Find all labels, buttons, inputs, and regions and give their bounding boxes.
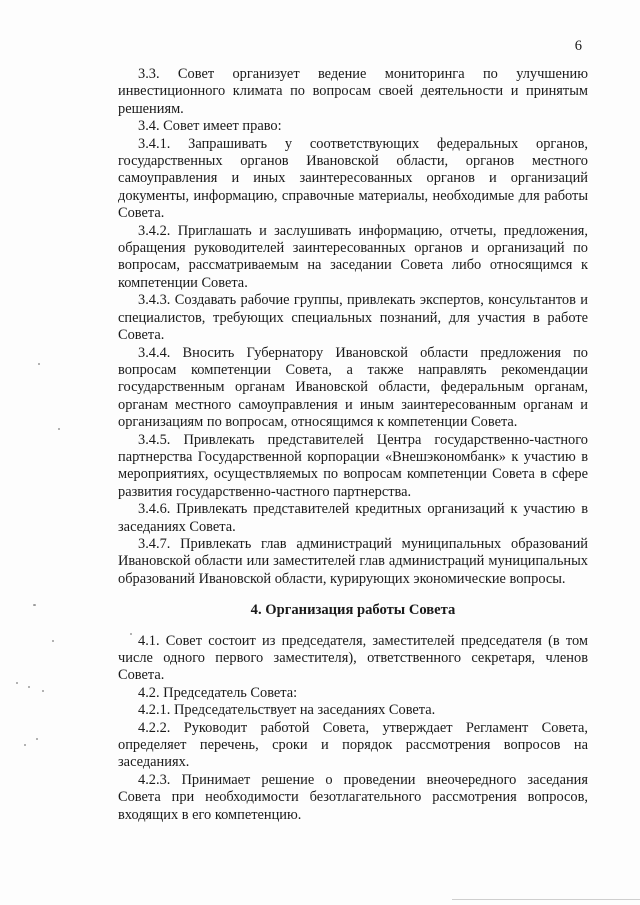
paragraph-text: 3.4.3. Создавать рабочие группы, привлекать экспертов, консультантов и специалистов, требующих специальных познаний, для участия в работе Совета. bbox=[118, 292, 588, 344]
paragraph-text: 3.4.2. Приглашать и заслушивать информацию, отчеты, предложения, обращения руководителей заинтересованных органов и организаций по вопросам, рассматриваемым на заседании Совета либо относящимся к компетенции Совета. bbox=[118, 222, 588, 291]
paragraph-3-4-3 bbox=[118, 292, 588, 344]
paragraph-text: 3.4.7. Привлекать глав администраций муниципальных образований Ивановской области или заместителей глав администраций муниципальных образований Ивановской области, курирующих экономические вопросы. bbox=[118, 535, 588, 587]
paragraph-text: 3.4.1. Запрашивать у соответствующих федеральных органов, государственных органов Ивановской области, органов местного самоуправления и иных заинтересованных органов и организаций документы, информацию, справочные материалы, необходимые для работы Совета. bbox=[118, 135, 588, 222]
scan-speck bbox=[33, 604, 36, 606]
document-body bbox=[118, 66, 588, 824]
paragraph-text: 3.3. Совет организует ведение мониторинга по улучшению инвестиционного климата по вопросам своей деятельности и принятым решениям. bbox=[118, 66, 588, 117]
paragraph-text: 3.4. Совет имеет право: bbox=[138, 118, 282, 135]
paragraph-text: 4.1. Совет состоит из председателя, заместителей председателя (в том числе одного первого заместителя), ответственного секретаря, членов Совета. bbox=[118, 632, 588, 684]
paragraph-4-1 bbox=[118, 633, 588, 685]
scan-speck bbox=[42, 690, 44, 692]
paragraph-3-4-4 bbox=[118, 345, 588, 432]
paragraph-3-4-2 bbox=[118, 223, 588, 293]
scan-speck bbox=[38, 363, 40, 365]
paragraph-3-4-1 bbox=[118, 136, 588, 223]
page-number: 6 bbox=[574, 38, 582, 54]
scan-speck bbox=[16, 682, 18, 684]
paragraph-text: 4.2.2. Руководит работой Совета, утверждает Регламент Совета, определяет перечень, сроки и порядок рассмотрения вопросов на заседаниях. bbox=[118, 719, 588, 771]
scan-speck bbox=[28, 686, 30, 688]
paragraph-4-2-1 bbox=[118, 702, 588, 719]
page-edge-line bbox=[452, 899, 640, 900]
paragraph-3-3 bbox=[118, 66, 588, 118]
scan-speck bbox=[24, 744, 26, 746]
scan-speck bbox=[58, 428, 60, 430]
paragraph-3-4-7 bbox=[118, 536, 588, 588]
paragraph-3-4-5 bbox=[118, 432, 588, 502]
paragraph-4-2-2 bbox=[118, 720, 588, 772]
paragraph-3-4 bbox=[118, 118, 588, 135]
paragraph-text: 3.4.6. Привлекать представителей кредитных организаций к участию в заседаниях Совета. bbox=[118, 501, 588, 535]
scan-speck bbox=[52, 640, 54, 642]
scan-speck bbox=[130, 633, 132, 635]
paragraph-3-4-6 bbox=[118, 501, 588, 536]
paragraph-text: 3.4.5. Привлекать представителей Центра государственно-частного партнерства Государственной корпорации «Внешэкономбанк» к участию в мероприятиях, осуществляемых по вопросам компетенции Совета в сфере развития государственно-частного партнерства. bbox=[118, 431, 588, 500]
paragraph-4-2-3 bbox=[118, 772, 588, 824]
scan-speck bbox=[36, 738, 38, 740]
paragraph-text: 4.2.1. Председательствует на заседаниях Совета. bbox=[138, 702, 436, 719]
paragraph-text: 3.4.4. Вносить Губернатору Ивановской области предложения по вопросам компетенции Совета, а также направлять рекомендации государственным органам Ивановской области, федеральным органам, органам местного самоуправления и иным заинтересованным органам и организациям по вопросам, относящимся к компетенции Совета. bbox=[118, 344, 588, 431]
section-heading: 4. Организация работы Совета bbox=[250, 602, 456, 619]
paragraph-text: 4.2. Председатель Совета: bbox=[138, 684, 298, 701]
paragraph-text: 4.2.3. Принимает решение о проведении внеочередного заседания Совета при необходимости безотлагательного рассмотрения вопросов, входящих в его компетенцию. bbox=[118, 771, 588, 823]
paragraph-4-2 bbox=[118, 685, 588, 702]
